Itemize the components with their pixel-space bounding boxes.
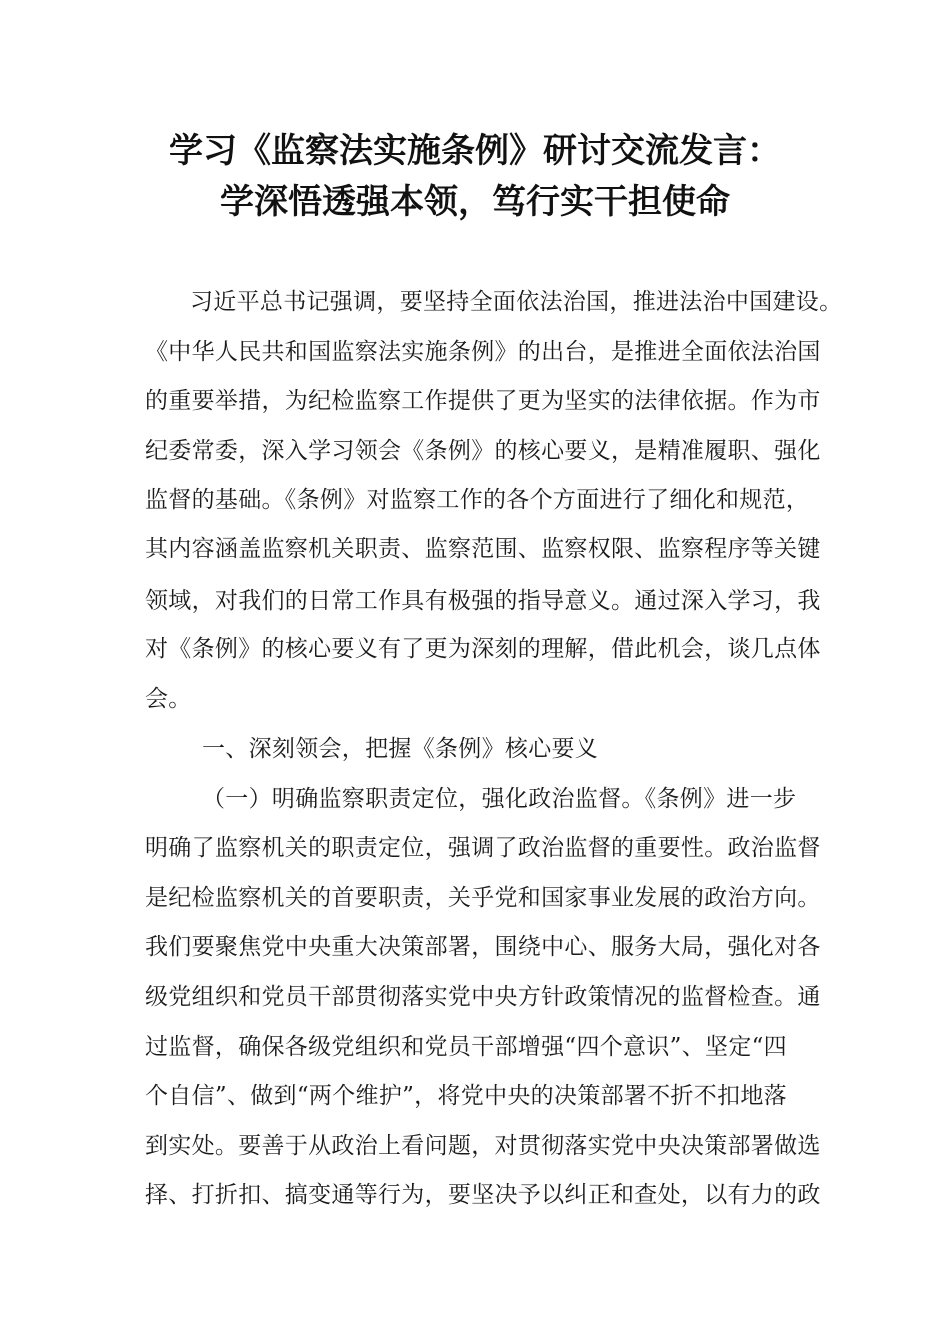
paragraph-line: 领域，对我们的日常工作具有极强的指导意义。通过深入学习，我 <box>145 588 821 614</box>
paragraph-line: 级党组织和党员干部贯彻落实党中央方针政策情况的监督检查。通 <box>145 984 821 1010</box>
paragraph-line: 监督的基础。《条例》对监察工作的各个方面进行了细化和规范， <box>145 487 810 513</box>
paragraph-line: 《中华人民共和国监察法实施条例》的出台，是推进全面依法治国 <box>145 339 821 365</box>
paragraph-line: 过监督，确保各级党组织和党员干部增强“四个意识”、坚定“四 <box>145 1034 787 1060</box>
section-heading: 一、深刻领会，把握《条例》核心要义 <box>202 736 599 762</box>
paragraph-line: 到实处。要善于从政治上看问题，对贯彻落实党中央决策部署做选 <box>145 1133 821 1159</box>
paragraph-line: 纪委常委，深入学习领会《条例》的核心要义，是精准履职、强化 <box>145 438 821 464</box>
document-title-line-1: 学习《监察法实施条例》研讨交流发言： <box>169 131 781 171</box>
paragraph-line: 会。 <box>145 686 192 712</box>
paragraph-line: 个自信”、做到“两个维护”，将党中央的决策部署不折不扣地落 <box>145 1083 787 1109</box>
paragraph-line: 其内容涵盖监察机关职责、监察范围、监察权限、监察程序等关键 <box>145 536 821 562</box>
subsection-heading-line: （一）明确监察职责定位，强化政治监督。《条例》进一步 <box>202 786 797 812</box>
document-title-line-2: 学深悟透强本领，笃行实干担使命 <box>220 182 730 222</box>
paragraph-line: 对《条例》的核心要义有了更为深刻的理解，借此机会，谈几点体 <box>145 636 821 662</box>
paragraph-line: 的重要举措，为纪检监察工作提供了更为坚实的法律依据。作为市 <box>145 388 821 414</box>
paragraph-line: 我们要聚焦党中央重大决策部署，围绕中心、服务大局，强化对各 <box>145 934 821 960</box>
paragraph-line: 明确了监察机关的职责定位，强调了政治监督的重要性。政治监督 <box>145 835 821 861</box>
paragraph-line: 择、打折扣、搞变通等行为，要坚决予以纠正和查处，以有力的政 <box>145 1182 821 1208</box>
paragraph-line: 习近平总书记强调，要坚持全面依法治国，推进法治中国建设。 <box>190 289 843 315</box>
paragraph-line: 是纪检监察机关的首要职责，关乎党和国家事业发展的政治方向。 <box>145 885 821 911</box>
